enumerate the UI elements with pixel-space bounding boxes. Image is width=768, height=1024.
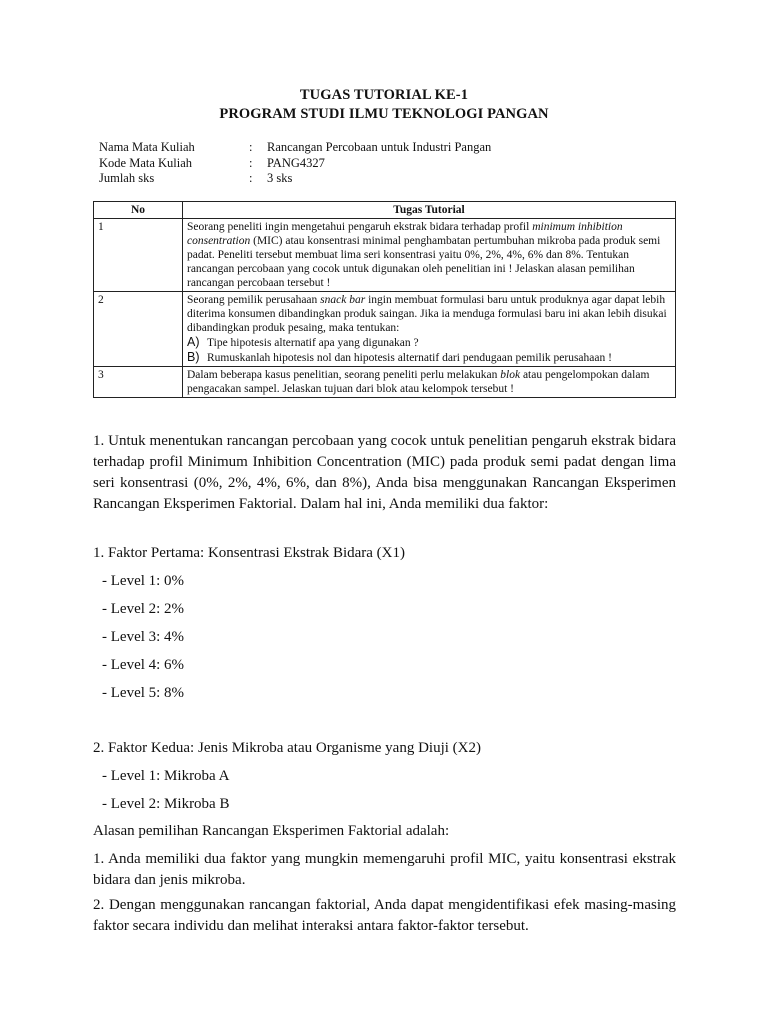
reason-item: 2. Dengan menggunakan rancangan faktorial, Anda dapat mengidentifikasi efek masing-masing faktor secara individu dan melihat interaksi antara faktor-faktor tersebut. [93,897,676,934]
course-code-label: Kode Mata Kuliah [99,155,193,170]
separator: : [249,155,253,170]
task-text-part: (MIC) atau konsentrasi minimal penghambatan pertumbuhan mikroba pada produk semi padat. Peneliti tersebut membuat lima seri konsentrasi yaitu 0%, 2%, 4%, 6% dan 8%. Tentukan rancangan percobaan yang cocok untuk digunakan oleh penelitian ini ! Jelaskan alasan pemilihan rancangan percobaan tersebut ! [187,235,661,289]
column-header-no: No [94,202,183,219]
option-text: Tipe hipotesis alternatif apa yang digunakan ? [207,337,419,349]
factor-1-level: - Level 2: 2% [102,601,185,617]
task-text-italic: minimum inhibition consentration [187,221,623,247]
task-text-part: Seorang pemilik perusahaan [187,294,321,306]
separator: : [249,140,253,154]
task-text [183,367,676,398]
option-text: Rumuskanlah hipotesis nol dan hipotesis alternatif dari pendugaan pemilik perusahaan ! [207,352,612,364]
credits-label: Jumlah sks [99,171,155,185]
course-code-value: PANG4327 [267,155,325,170]
task-text [183,219,676,292]
task-text-italic: blok [500,369,521,381]
course-info [99,140,491,187]
option-letter: A) [187,335,200,349]
task-text [183,292,676,367]
factor-1-level: - Level 5: 8% [102,685,185,701]
credits-value: 3 sks [267,171,293,185]
answer-intro: 1. Untuk menentukan rancangan percobaan yang cocok untuk penelitian pengaruh ekstrak bidara terhadap profil Minimum Inhibition Concentration (MIC) pada produk semi padat dengan lima seri konsentrasi (0%, 2%, 4%, 6%, dan 8%), Anda bisa menggunakan Rancangan Eksperimen Rancangan Eksperimen Faktorial. Dalam hal ini, Anda memiliki dua faktor: [93,433,676,512]
task-text-part: Seorang peneliti ingin mengetahui pengaruh ekstrak bidara terhadap profil [187,221,533,233]
factor-1-heading: 1. Faktor Pertama: Konsentrasi Ekstrak Bidara (X1) [93,545,406,561]
document-title: TUGAS TUTORIAL KE-1 [299,87,469,103]
factor-1-level: - Level 3: 4% [102,629,185,645]
factor-2-heading: 2. Faktor Kedua: Jenis Mikroba atau Organisme yang Diuji (X2) [93,740,481,756]
column-header-task: Tugas Tutorial [183,202,676,219]
course-code-row [99,156,491,172]
row-number: 2 [94,292,183,367]
task-text-part: atau pengelompokan dalam pengacakan sampel. Jelaskan tujuan dari blok atau kelompok tersebut ! [187,369,650,395]
table-header-row [94,202,676,219]
tasks-table [93,201,676,398]
reason-item: 1. Anda memiliki dua faktor yang mungkin memengaruhi profil MIC, yaitu konsentrasi ekstrak bidara dan jenis mikroba. [93,851,676,888]
row-number: 1 [94,219,183,292]
course-name-value: Rancangan Percobaan untuk Industri Pangan [267,140,492,154]
option-letter: B) [187,350,200,364]
factor-2-level: - Level 2: Mikroba B [102,796,230,812]
separator: : [249,171,253,185]
row-number: 3 [94,367,183,398]
task-text-italic: snack bar [320,294,366,306]
course-name-row [99,140,491,156]
option-b [187,350,671,365]
table-row [94,219,676,292]
factor-1-level: - Level 4: 6% [102,657,185,673]
table-row [94,367,676,398]
option-a [187,335,671,350]
factor-1-level: - Level 1: 0% [102,573,185,589]
reason-heading: Alasan pemilihan Rancangan Eksperimen Faktorial adalah: [93,823,450,839]
task-text-part: Dalam beberapa kasus penelitian, seorang peneliti perlu melakukan [187,369,501,381]
task-text-part: ingin membuat formulasi baru untuk produknya agar dapat lebih diterima konsumen dibandingkan produk saingan. Jika ia menduga formulasi baru ini akan lebih disukai dibandingkan produk pesaing, maka tentukan: [187,294,667,334]
table-row [94,292,676,367]
credits-row [99,171,491,187]
course-name-label: Nama Mata Kuliah [99,140,195,154]
document-subtitle: PROGRAM STUDI ILMU TEKNOLOGI PANGAN [219,106,549,122]
factor-2-level: - Level 1: Mikroba A [102,768,230,784]
